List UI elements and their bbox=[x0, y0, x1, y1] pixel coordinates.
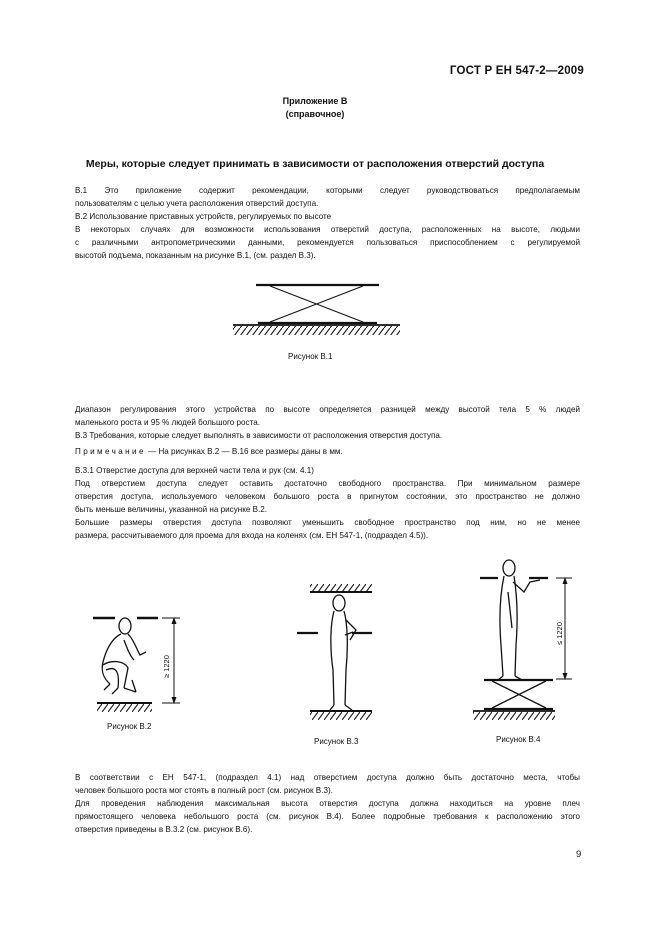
heading-b3: В.3 Требования, которые следует выполнять в зависимости от расположения отверстия доступа. bbox=[75, 431, 443, 440]
figure-b1-caption: Рисунок В.1 bbox=[288, 352, 333, 361]
paragraph-3-line3: быть меньше величины, указанной на рисунке В.2. bbox=[75, 505, 268, 514]
paragraph-b1-line1: В.1 Это приложение содержит рекомендации, которыми следует руководствоваться предполагаемым bbox=[75, 186, 580, 195]
paragraph-4-line1: Большие размеры отверстия доступа позволяют уменьшить свободное пространство под ним, но не менее bbox=[75, 518, 580, 527]
paragraph-1-line3: высотой подъема, показанным на рисунке В.1, (см. раздел В.3). bbox=[75, 251, 316, 260]
heading-b2: В.2 Использование приставных устройств, регулируемых по высоте bbox=[75, 212, 332, 221]
figure-b2-dimension: ≥ 1220 bbox=[162, 655, 171, 678]
paragraph-2-line1: Диапазон регулирования этого устройства по высоте определяется разницей между высотой тела 5 % людей bbox=[75, 405, 580, 414]
standard-designation: ГОСТ Р ЕН 547-2—2009 bbox=[449, 65, 584, 77]
paragraph-6-line1: Для проведения наблюдения максимальная высота отверстия доступа должна находиться на уровне плеч bbox=[75, 799, 580, 808]
paragraph-5-line2: человек большого роста мог стоять в полный рост (см. рисунок В.3). bbox=[75, 786, 333, 795]
note-text: — На рисунках В.2 — В.16 все размеры даны в мм. bbox=[145, 447, 343, 456]
paragraph-4-line2: размера, рассчитываемого для проема для входа на коленях (см. ЕН 547-1, (подраздел 4.5)). bbox=[75, 531, 429, 540]
note-label: Примечание bbox=[75, 447, 146, 456]
figure-b2-caption: Рисунок В.2 bbox=[107, 722, 152, 731]
paragraph-1-line1: В некоторых случаях для возможности использования отверстий доступа, расположенных на высоте, людьми bbox=[75, 225, 580, 234]
figure-b4-caption: Рисунок В.4 bbox=[496, 735, 541, 744]
page-number: 9 bbox=[576, 849, 582, 860]
appendix-type: (справочное) bbox=[285, 109, 345, 119]
paragraph-1-line2: с различными антропометрическими данными, рекомендуется пользоваться приспособлением с регулируемой bbox=[75, 238, 580, 247]
heading-b31: В.3.1 Отверстие доступа для верхней части тела и рук (см. 4.1) bbox=[75, 466, 314, 475]
paragraph-b1-line2: пользователям с целью учета расположения отверстий доступа. bbox=[75, 199, 319, 208]
section-title: Меры, которые следует принимать в зависимости от расположения отверстий доступа bbox=[85, 158, 545, 170]
figure-b3-standing-diagram bbox=[297, 584, 372, 720]
paragraph-6-line2: прямостоящего человека небольшого роста (см. рисунок В.4). Более подробные требования к расположению этого bbox=[75, 812, 580, 821]
paragraph-3-line1: Под отверстием доступа следует оставить достаточно свободного пространства. При минимальном размере bbox=[75, 479, 580, 488]
appendix-label: Приложение В bbox=[282, 96, 348, 106]
paragraph-5-line1: В соответствии с ЕН 547-1, (подраздел 4.1) над отверстием доступа должно быть достаточно места, чтобы bbox=[75, 773, 580, 782]
paragraph-6-line3: отверстия приведены в В.3.2 (см. рисунок В.6). bbox=[75, 825, 253, 834]
figure-b3-caption: Рисунок В.3 bbox=[314, 737, 359, 746]
paragraph-2-line2: маленького роста и 95 % людей большого роста. bbox=[75, 418, 260, 427]
figure-b4-dimension: ≤ 1220 bbox=[555, 622, 564, 645]
figure-b1-lift-diagram bbox=[233, 285, 400, 335]
paragraph-3-line2: отверстия доступа, используемого человеком большого роста в пригнутом состоянии, это пространство не должно bbox=[75, 492, 580, 501]
